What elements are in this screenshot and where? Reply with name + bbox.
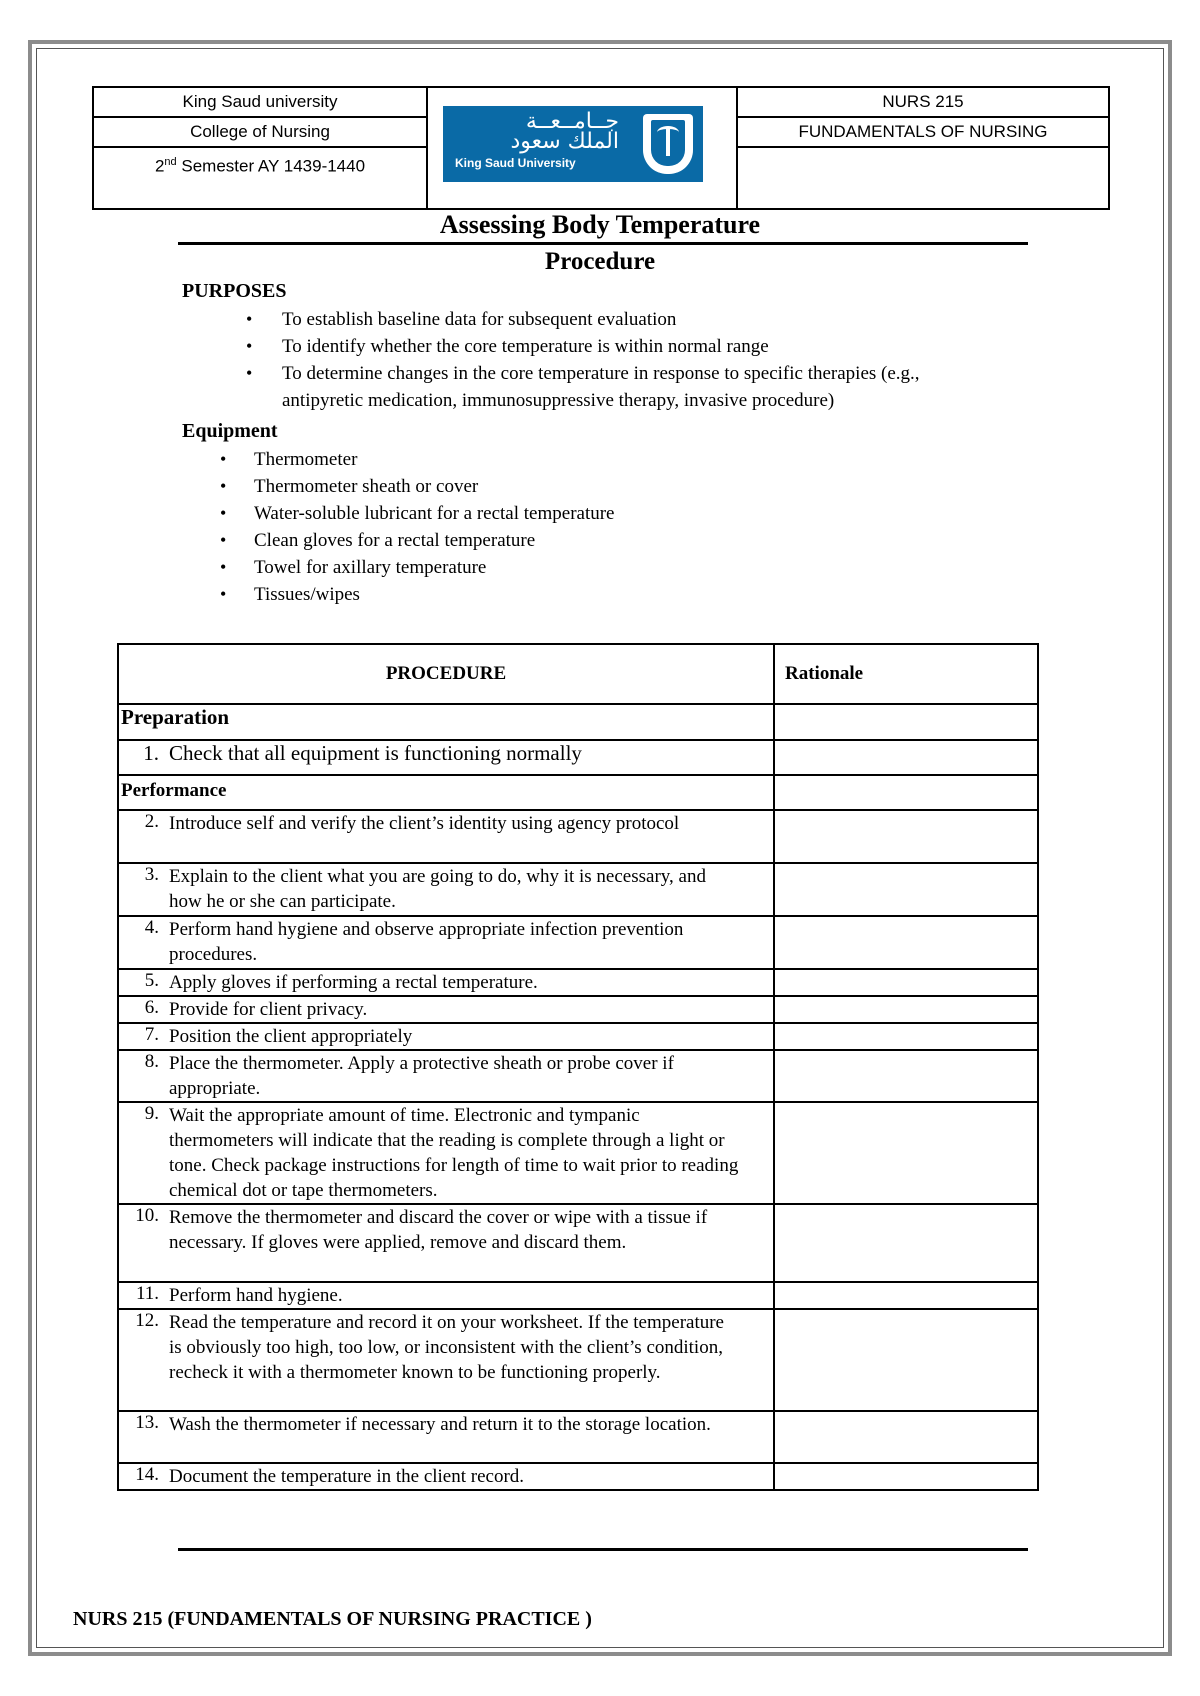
section-preparation: Preparation: [118, 704, 774, 740]
table-row: [118, 1023, 1038, 1050]
university-logo: [443, 106, 703, 182]
procedure-column-header: PROCEDURE: [118, 644, 774, 704]
course-code: NURS 215: [737, 87, 1109, 117]
step-text: Place the thermometer. Apply a protective sheath or probe cover if appropriate.: [169, 1053, 674, 1099]
table-row: [118, 1463, 1038, 1490]
step-number: 1.: [143, 741, 159, 765]
college-name: College of Nursing: [93, 117, 427, 147]
table-header-row: [118, 644, 1038, 704]
step-text: Position the client appropriately: [169, 1026, 413, 1047]
list-item: • Thermometer sheath or cover: [212, 473, 615, 500]
list-item: • Tissues/wipes: [212, 581, 615, 608]
step-number: 8.: [144, 1051, 159, 1072]
equipment-list: [212, 446, 615, 608]
step-text: Wait the appropriate amount of time. Electronic and tympanic thermometers will indicate that the reading is complete through a light or tone. Check package instructions for length of time to wait prior to reading chemical dot or tape thermometers.: [169, 1105, 739, 1201]
table-row: [118, 740, 1038, 775]
table-row: [118, 969, 1038, 996]
step-number: 3.: [144, 864, 159, 885]
step-text: Explain to the client what you are going to do, why it is necessary, and how he or she can participate.: [169, 866, 706, 912]
step-number: 12.: [135, 1310, 159, 1331]
list-item: • To identify whether the core temperature is within normal range: [238, 333, 998, 360]
procedure-table: [117, 643, 1039, 1491]
page-footer: NURS 215 (FUNDAMENTALS OF NURSING PRACTICE ): [73, 1608, 592, 1630]
step-text: Remove the thermometer and discard the cover or wipe with a tissue if necessary. If gloves were applied, remove and discard them.: [169, 1207, 708, 1253]
list-item: • Clean gloves for a rectal temperature: [212, 527, 615, 554]
step-number: 11.: [135, 1283, 159, 1304]
logo-arabic-text: جــامــعــة الملك سعود: [510, 109, 619, 154]
step-text: Document the temperature in the client record.: [169, 1466, 525, 1487]
step-text: Perform hand hygiene.: [169, 1285, 343, 1306]
step-number: 6.: [144, 997, 159, 1018]
footer-rule: [178, 1548, 1028, 1551]
table-row: [118, 704, 1038, 740]
step-number: 13.: [135, 1412, 159, 1433]
table-row: [118, 1411, 1038, 1463]
equipment-heading: Equipment: [182, 420, 278, 442]
page-subtitle: Procedure: [544, 248, 656, 275]
list-item: • Water-soluble lubricant for a rectal temperature: [212, 500, 615, 527]
palm-emblem-icon: [643, 114, 693, 174]
page-title: Assessing Body Temperature: [439, 210, 761, 239]
rationale-column-header: Rationale: [774, 644, 1038, 704]
list-item: • To establish baseline data for subsequent evaluation: [238, 306, 998, 333]
step-text: Perform hand hygiene and observe appropriate infection prevention procedures.: [169, 919, 684, 965]
table-row: [118, 1309, 1038, 1411]
purposes-list: [238, 306, 998, 414]
table-row: [118, 775, 1038, 810]
step-number: 14.: [135, 1464, 159, 1485]
course-name: FUNDAMENTALS OF NURSING: [737, 117, 1109, 147]
step-text: Read the temperature and record it on your worksheet. If the temperature is obviously too high, too low, or inconsistent with the client’s condition, recheck it with a thermometer known to be functioning properly.: [169, 1312, 724, 1383]
table-row: [118, 810, 1038, 863]
purposes-heading: PURPOSES: [182, 280, 287, 302]
section-performance: Performance: [118, 775, 774, 810]
semester-label: 2nd Semester AY 1439-1440: [93, 147, 427, 209]
step-number: 10.: [135, 1205, 159, 1226]
list-item: • To determine changes in the core temperature in response to specific therapies (e.g., antipyretic medication, immunosuppressive therapy, invasive procedure): [238, 360, 998, 414]
step-number: 5.: [144, 970, 159, 991]
table-row: [118, 1050, 1038, 1102]
table-row: [118, 916, 1038, 969]
logo-english-text: King Saud University: [455, 156, 576, 170]
step-number: 9.: [144, 1103, 159, 1124]
step-number: 7.: [144, 1024, 159, 1045]
table-row: [118, 863, 1038, 916]
step-number: 4.: [144, 917, 159, 938]
table-row: [118, 1204, 1038, 1282]
step-text: Introduce self and verify the client’s identity using agency protocol: [169, 813, 680, 834]
header-empty-cell: [737, 147, 1109, 209]
list-item: • Towel for axillary temperature: [212, 554, 615, 581]
list-item: • Thermometer: [212, 446, 615, 473]
table-row: [118, 1282, 1038, 1309]
step-text: Check that all equipment is functioning normally: [169, 741, 582, 765]
step-text: Provide for client privacy.: [169, 999, 368, 1020]
step-text: Apply gloves if performing a rectal temperature.: [169, 972, 538, 993]
step-text: Wash the thermometer if necessary and return it to the storage location.: [169, 1414, 711, 1435]
university-name: King Saud university: [93, 87, 427, 117]
step-number: 2.: [144, 811, 159, 832]
table-row: [118, 996, 1038, 1023]
table-row: [118, 1102, 1038, 1204]
title-rule: [178, 242, 1028, 245]
